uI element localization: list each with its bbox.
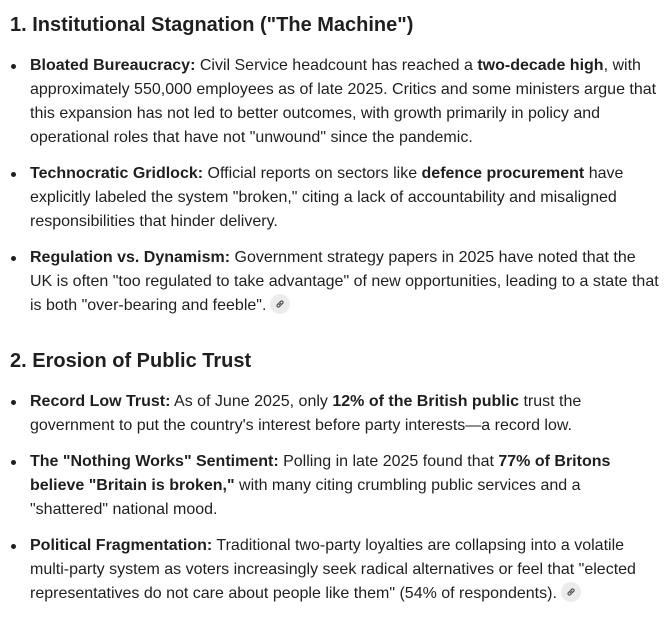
bullet-list-institutional-stagnation xyxy=(10,54,662,318)
item-text: Traditional two-party loyalties are collapsing into a volatile multi-party system as voters increasingly seek radical alternatives or feel that "elected representatives do not care about people like them" (54% of respondents). xyxy=(30,537,636,602)
item-text: have explicitly labeled the system "broken," citing a lack of accountability and misaligned responsibilities that hinder delivery. xyxy=(30,165,624,230)
link-icon xyxy=(275,299,285,309)
item-text: Civil Service headcount has reached a xyxy=(195,57,478,74)
item-lead: Political Fragmentation: xyxy=(30,537,213,554)
item-lead: Record Low Trust: xyxy=(30,393,171,410)
article-content xyxy=(10,0,662,606)
item-lead: Technocratic Gridlock: xyxy=(30,165,204,182)
item-text: trust the government to put the country's interest before party interests—a record low. xyxy=(30,393,582,434)
section-heading-erosion-of-public-trust: 2. Erosion of Public Trust xyxy=(10,350,252,372)
list-item-political-fragmentation xyxy=(10,534,662,606)
section-heading-institutional-stagnation: 1. Institutional Stagnation ("The Machine") xyxy=(10,14,414,36)
list-item-nothing-works-sentiment xyxy=(10,450,662,522)
item-text: Official reports on sectors like xyxy=(203,165,422,182)
list-item-regulation-vs-dynamism xyxy=(10,246,662,318)
source-link-button[interactable] xyxy=(270,294,290,314)
item-emphasis: defence procurement xyxy=(421,165,585,182)
item-text: Government strategy papers in 2025 have noted that the UK is often "too regulated to take advantage" of new opportunities, leading to a state that is both "over-bearing and feeble". xyxy=(30,249,659,314)
item-emphasis: 77% of Britons believe "Britain is broken," xyxy=(30,453,611,494)
item-lead: Regulation vs. Dynamism: xyxy=(30,249,231,266)
item-text: , with approximately 550,000 employees as of late 2025. Critics and some ministers argue that this expansion has not led to better outcomes, with growth primarily in policy and operational roles that have not "unwound" since the pandemic. xyxy=(30,57,657,146)
link-icon xyxy=(566,587,576,597)
item-text: with many citing crumbling public services and a "shattered" national mood. xyxy=(30,477,581,518)
item-emphasis: 12% of the British public xyxy=(332,393,520,410)
list-item-record-low-trust xyxy=(10,390,662,438)
item-emphasis: two-decade high xyxy=(477,57,604,74)
source-link-button[interactable] xyxy=(561,582,581,602)
bullet-list-erosion-of-public-trust xyxy=(10,390,662,606)
list-item-bloated-bureaucracy xyxy=(10,54,662,150)
list-item-technocratic-gridlock xyxy=(10,162,662,234)
item-text: Polling in late 2025 found that xyxy=(278,453,499,470)
item-lead: The "Nothing Works" Sentiment: xyxy=(30,453,279,470)
item-lead: Bloated Bureaucracy: xyxy=(30,57,196,74)
item-text: As of June 2025, only xyxy=(170,393,333,410)
